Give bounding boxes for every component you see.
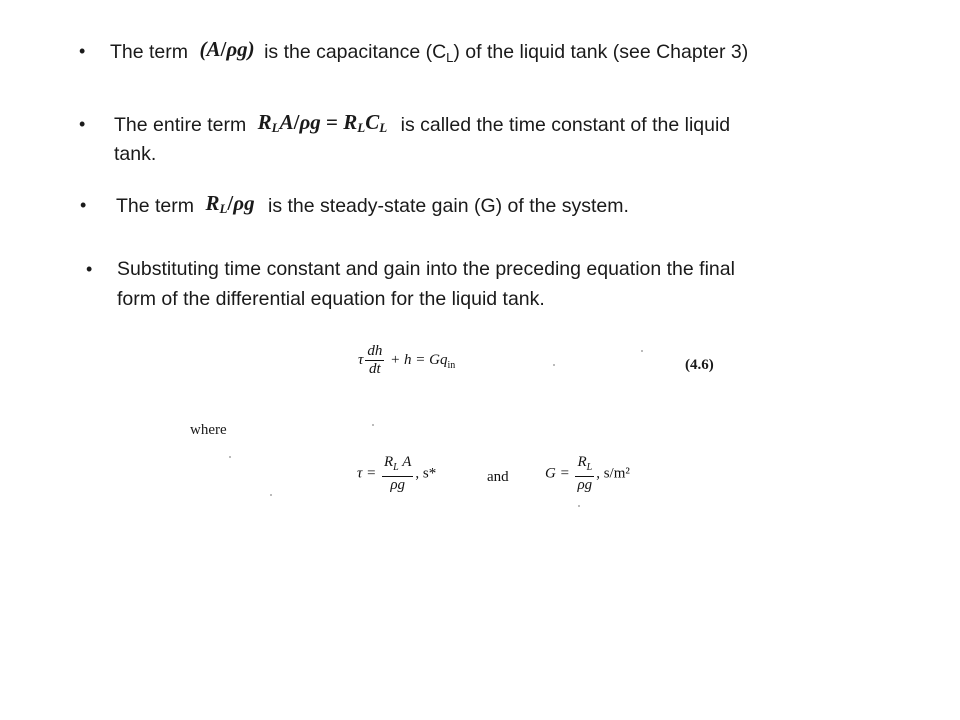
scan-speck [578, 505, 580, 507]
bullet-time-constant [114, 109, 730, 145]
tau-definition [357, 454, 436, 494]
bullet-dot: • [80, 195, 87, 215]
bullet-time-constant-line2: tank. [114, 143, 157, 165]
scan-speck [229, 456, 231, 458]
math-rl-over-rho-g: $R_L/\rho g$ [205, 191, 255, 216]
math-a-over-rho-g: (A/ρg) [199, 37, 255, 61]
gain-definition [545, 454, 630, 494]
bullet-dot: • [79, 41, 86, 61]
bullet-substituting: Substituting time constant and gain into the preceding equation the final [117, 258, 735, 280]
and-word: and [487, 469, 509, 485]
bullet-steady-state-gain [116, 190, 629, 226]
bullet-text-pre: The term [110, 41, 189, 63]
tau-lhs: τ = [357, 465, 377, 482]
equation-4-6 [358, 343, 455, 378]
bullet-text-post: is the steady-state gain (G) of the system. [268, 195, 629, 217]
bullet-substituting-line2: form of the differential equation for the liquid tank. [117, 288, 545, 310]
where-label: where [190, 422, 227, 438]
eq-rest-sub: in [447, 359, 456, 371]
bullet-dot: • [79, 114, 86, 134]
equation-number: (4.6) [685, 357, 714, 373]
subscript-l: L [446, 50, 454, 65]
gain-fraction: $\frac{R_L}{\rho g}$ [577, 454, 593, 493]
scan-speck [372, 424, 374, 426]
gain-unit: , s/m² [596, 465, 630, 482]
bullet-text-post: is called the time constant of the liquid [400, 114, 731, 136]
scan-speck [270, 494, 272, 496]
bullet-dot: • [86, 259, 93, 279]
scan-speck [641, 350, 643, 352]
scan-speck [553, 364, 555, 366]
tau-fraction: $\frac{R_L A}{\rho g}$ [384, 454, 412, 493]
eq-dh-dt: $\frac{dh}{dt}$ [367, 343, 383, 377]
eq-tau: τ [358, 351, 364, 368]
tau-unit: , s* [415, 465, 437, 482]
math-time-constant: $R_LA/\rho g = R_LC_L$ [257, 110, 388, 135]
bullet-text-post: is the capacitance (C [264, 41, 447, 63]
gain-lhs: G = [545, 465, 570, 482]
bullet-capacitance [110, 36, 748, 73]
bullet-text-post-end: ) of the liquid tank (see Chapter 3) [453, 41, 749, 63]
bullet-text-pre: The term [116, 195, 195, 217]
eq-rest: + h = Gq [390, 351, 448, 368]
bullet-text-pre: The entire term [114, 114, 247, 136]
